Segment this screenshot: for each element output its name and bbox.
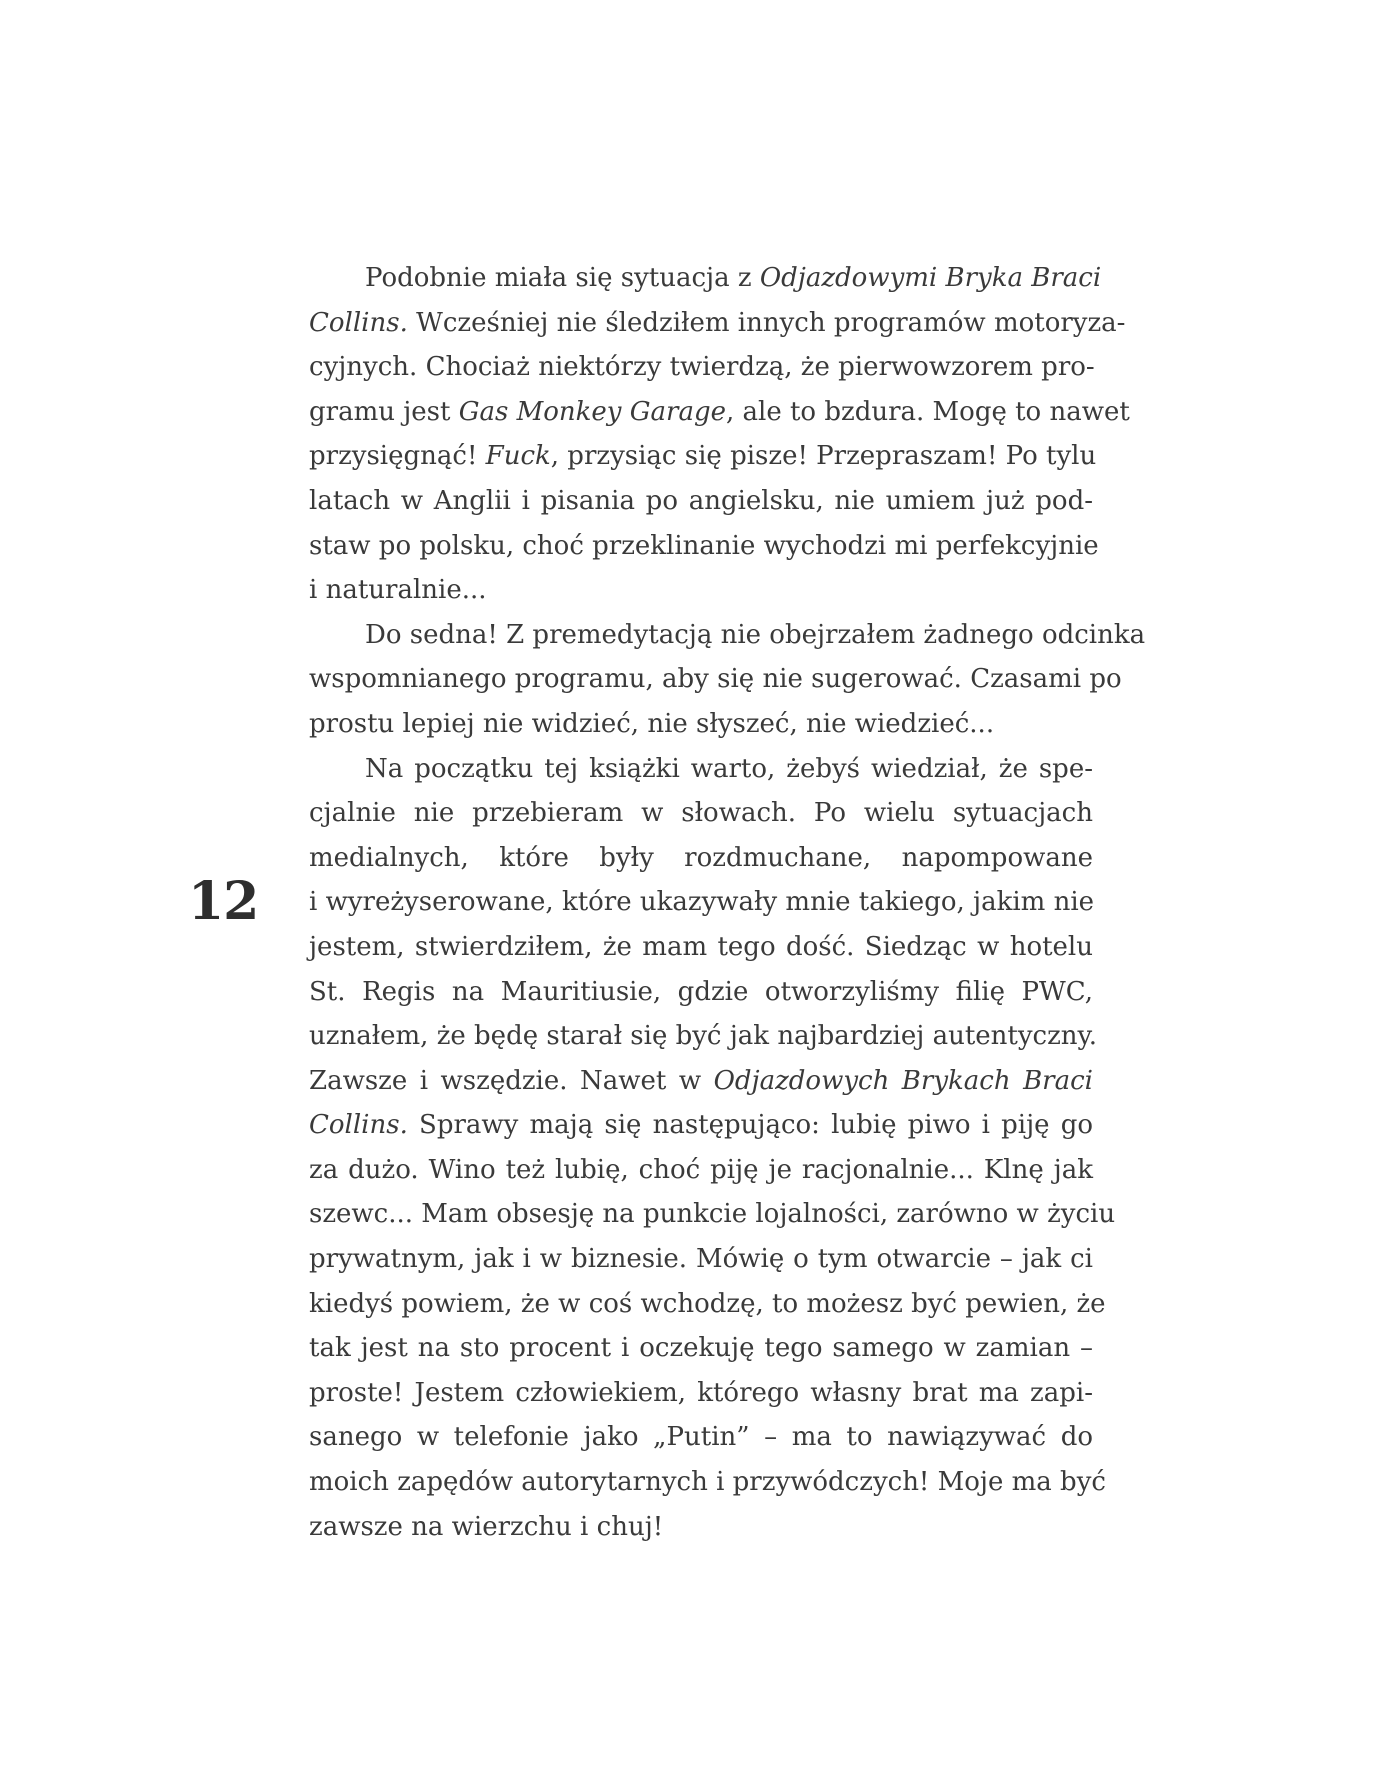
text-line	[309, 434, 1097, 479]
text-run: i naturalnie...	[309, 575, 487, 606]
text-line	[309, 345, 1093, 390]
page-number: 12	[188, 871, 259, 932]
paragraph	[309, 613, 1146, 747]
text-line	[309, 791, 1093, 836]
text-run: gramu jest	[309, 396, 459, 427]
body-text	[309, 256, 1146, 1549]
text-run: zawsze na wierzchu i chuj!	[309, 1511, 664, 1542]
text-run: Sprawy mają się następująco: lubię piwo i piję go	[407, 1110, 1093, 1141]
text-line	[309, 1371, 1093, 1416]
text-line	[309, 657, 1122, 702]
text-line	[309, 1014, 1098, 1059]
text-run: , ale to bzdura. Mogę to nawet	[725, 396, 1130, 427]
text-run: kiedyś powiem, że w coś wchodzę, to możesz być pewien, że	[309, 1288, 1106, 1319]
text-run: Wcześniej nie śledziłem innych programów motoryza-	[407, 307, 1126, 338]
text-run: cjalnie nie przebieram w słowach. Po wielu sytuacjach	[309, 798, 1093, 829]
text-line	[309, 1103, 1093, 1148]
text-run: Zawsze i wszędzie. Nawet w	[309, 1065, 714, 1096]
text-line	[309, 256, 1102, 301]
text-line	[309, 390, 1130, 435]
text-line	[309, 1415, 1093, 1460]
text-run: St. Regis na Mauritiusie, gdzie otworzyliśmy filię PWC,	[309, 976, 1093, 1007]
text-run: prywatnym, jak i w biznesie. Mówię o tym otwarcie – jak ci	[309, 1244, 1093, 1275]
text-line	[309, 880, 1093, 925]
text-run: przysięgnąć!	[309, 441, 486, 472]
text-run: , przysiąc się pisze! Przepraszam! Po tylu	[550, 441, 1097, 472]
text-run: tak jest na sto procent i oczekuję tego samego w zamian –	[309, 1333, 1093, 1364]
text-line	[309, 925, 1093, 970]
text-line	[309, 1237, 1093, 1282]
text-run: sanego w telefonie jako „Putin” – ma to nawiązywać do	[309, 1422, 1093, 1453]
text-line	[309, 970, 1093, 1015]
text-run: Podobnie miała się sytuacja z	[365, 263, 760, 293]
text-line	[309, 1282, 1106, 1327]
text-run: moich zapędów autorytarnych i przywódczych! Moje ma być	[309, 1467, 1106, 1498]
text-line	[309, 1148, 1093, 1193]
italic-title: Collins.	[309, 1110, 408, 1141]
text-line	[309, 1505, 1093, 1550]
text-run: proste! Jestem człowiekiem, którego własny brat ma zapi-	[309, 1377, 1093, 1408]
text-run: jestem, stwierdziłem, że mam tego dość. Siedząc w hotelu	[309, 931, 1093, 962]
italic-title: Gas Monkey Garage	[458, 396, 726, 427]
text-line	[309, 1460, 1106, 1505]
text-line	[309, 613, 1146, 658]
text-run: staw po polsku, choć przeklinanie wychodzi mi perfekcyjnie	[309, 530, 1099, 561]
text-run: wspomnianego programu, aby się nie sugerować. Czasami po	[309, 664, 1122, 695]
text-line	[309, 1326, 1093, 1371]
text-line	[309, 702, 1093, 747]
text-run: cyjnych. Chociaż niektórzy twierdzą, że pierwowzorem pro-	[309, 352, 1095, 383]
text-line	[309, 1059, 1093, 1104]
text-run: Do sedna! Z premedytacją nie obejrzałem żadnego odcinka	[365, 619, 1146, 650]
paragraph	[309, 256, 1130, 613]
italic-title: Odjazdowych Brykach Braci	[713, 1065, 1093, 1096]
text-line	[309, 1192, 1116, 1237]
text-run: szewc... Mam obsesję na punkcie lojalności, zarówno w życiu	[309, 1199, 1116, 1230]
text-run: prostu lepiej nie widzieć, nie słyszeć, nie wiedzieć...	[309, 708, 995, 739]
italic-title: Collins.	[309, 307, 408, 338]
text-line	[309, 747, 1093, 792]
text-line	[309, 301, 1126, 346]
italic-title: Odjazdowymi Bryka Braci	[759, 263, 1102, 293]
text-run: uznałem, że będę starał się być jak najbardziej autentyczny.	[309, 1021, 1098, 1052]
text-line	[309, 568, 1093, 613]
text-line	[309, 836, 1093, 881]
text-run: i wyreżyserowane, które ukazywały mnie takiego, jakim nie	[309, 887, 1095, 918]
paragraph	[309, 747, 1116, 1550]
text-run: za dużo. Wino też lubię, choć piję je racjonalnie... Klnę jak	[309, 1154, 1093, 1185]
text-run: latach w Anglii i pisania po angielsku, nie umiem już pod-	[309, 485, 1093, 516]
italic-title: Fuck	[485, 441, 551, 472]
text-run: Na początku tej książki warto, żebyś wiedział, że spe-	[365, 753, 1093, 784]
text-run: medialnych, które były rozdmuchane, napompowane	[309, 842, 1093, 873]
text-line	[309, 524, 1099, 569]
text-line	[309, 479, 1093, 524]
